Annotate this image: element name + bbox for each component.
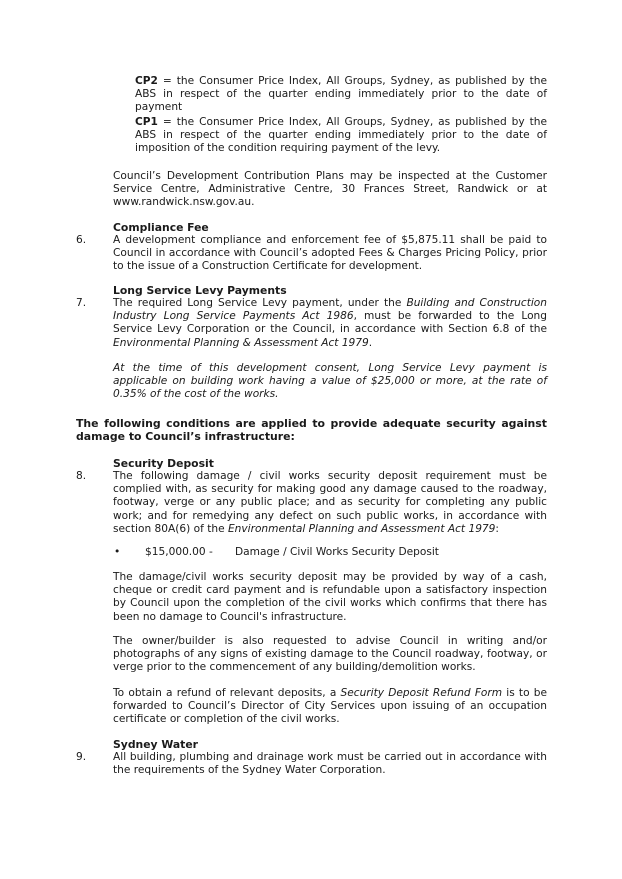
- security-number: 8.: [76, 470, 87, 482]
- levy-note: [113, 362, 547, 402]
- refund-text-1: To obtain a refund of relevant deposits, a: [113, 687, 341, 699]
- security-text-1: The following damage / civil works security deposit requirement must be complied with, as security for making good any damage caused to the roadway, footway, verge or any public place; and as security for completing any public work; and for remedying any defect on such public works, in accordance with section 80A(6) of the: [113, 470, 547, 535]
- cp2-definition: [135, 75, 547, 115]
- deposit-refund-paragraph: The damage/civil works security deposit may be provided by way of a cash, cheque or credit card payment and is refundable upon a satisfactory inspection by Council upon the completion of the civil works which confirms that there has been no damage to Council's infrastructure.: [113, 571, 547, 623]
- cp1-text: = the Consumer Price Index, All Groups, Sydney, as published by the ABS in respect of the quarter ending immediately prior to the date of imposition of the condition requiring payment of the levy.: [135, 116, 547, 155]
- cp2-text: = the Consumer Price Index, All Groups, Sydney, as published by the ABS in respect of the quarter ending immediately prior to the date of payment: [135, 75, 547, 114]
- security-intro: The following conditions are applied to provide adequate security against damage to Council’s infrastructure:: [76, 417, 547, 444]
- levy-act-1: Building and Construction Industry Long Service Payments Act 1986: [113, 297, 547, 323]
- water-heading: Sydney Water: [113, 738, 198, 751]
- levy-text-1: The required Long Service Levy payment, under the: [113, 297, 407, 309]
- cp1-term: CP1: [135, 116, 158, 128]
- deposit-amount: $15,000.00 -: [145, 546, 213, 558]
- security-heading: Security Deposit: [113, 457, 214, 470]
- security-act: Environmental Planning and Assessment Act 1979: [227, 522, 496, 535]
- levy-number: 7.: [76, 297, 87, 309]
- levy-paragraph: [113, 297, 547, 350]
- levy-text-3: .: [368, 336, 373, 349]
- cp2-term: CP2: [135, 75, 158, 87]
- bullet-icon: •: [114, 546, 121, 558]
- levy-heading: Long Service Levy Payments: [113, 284, 287, 297]
- compliance-number: 6.: [76, 234, 87, 246]
- compliance-heading: Compliance Fee: [113, 221, 209, 234]
- refund-form-paragraph: [113, 687, 547, 727]
- levy-act-2: Environmental Planning & Assessment Act 1979: [113, 336, 369, 349]
- contribution-plans-paragraph: Council’s Development Contribution Plans may be inspected at the Customer Service Centre, Administrative Centre, 30 Frances Street, Randwick or at www.randwick.nsw.gov.au.: [113, 170, 547, 209]
- levy-note-text: At the time of this development consent, Long Service Levy payment is applicable on building work having a value of $25,000 or more, at the rate of 0.35% of the cost of the works.: [113, 362, 547, 401]
- cp1-definition: [135, 116, 547, 156]
- existing-damage-paragraph: The owner/builder is also requested to advise Council in writing and/or photographs of any signs of existing damage to the Council roadway, footway, or verge prior to the commencement of any building/demolition works.: [113, 635, 547, 674]
- security-paragraph: [113, 470, 547, 536]
- deposit-label: Damage / Civil Works Security Deposit: [235, 546, 439, 558]
- water-paragraph: All building, plumbing and drainage work must be carried out in accordance with the requirements of the Sydney Water Corporation.: [113, 751, 547, 777]
- compliance-paragraph: A development compliance and enforcement fee of $5,875.11 shall be paid to Council in accordance with Council’s adopted Fees & Charges Pricing Policy, prior to the issue of a Construction Certificate for development.: [113, 234, 547, 273]
- refund-text-2: is to be forwarded to Council’s Director of City Services upon issuing of an occupation certificate or completion of the civil works.: [113, 687, 547, 726]
- refund-form-name: Security Deposit Refund Form: [340, 687, 503, 699]
- water-number: 9.: [76, 751, 87, 763]
- security-text-2: :: [495, 522, 499, 535]
- levy-text-2: , must be forwarded to the Long Service Levy Corporation or the Council, in accordance with Section 6.8 of the: [113, 310, 547, 336]
